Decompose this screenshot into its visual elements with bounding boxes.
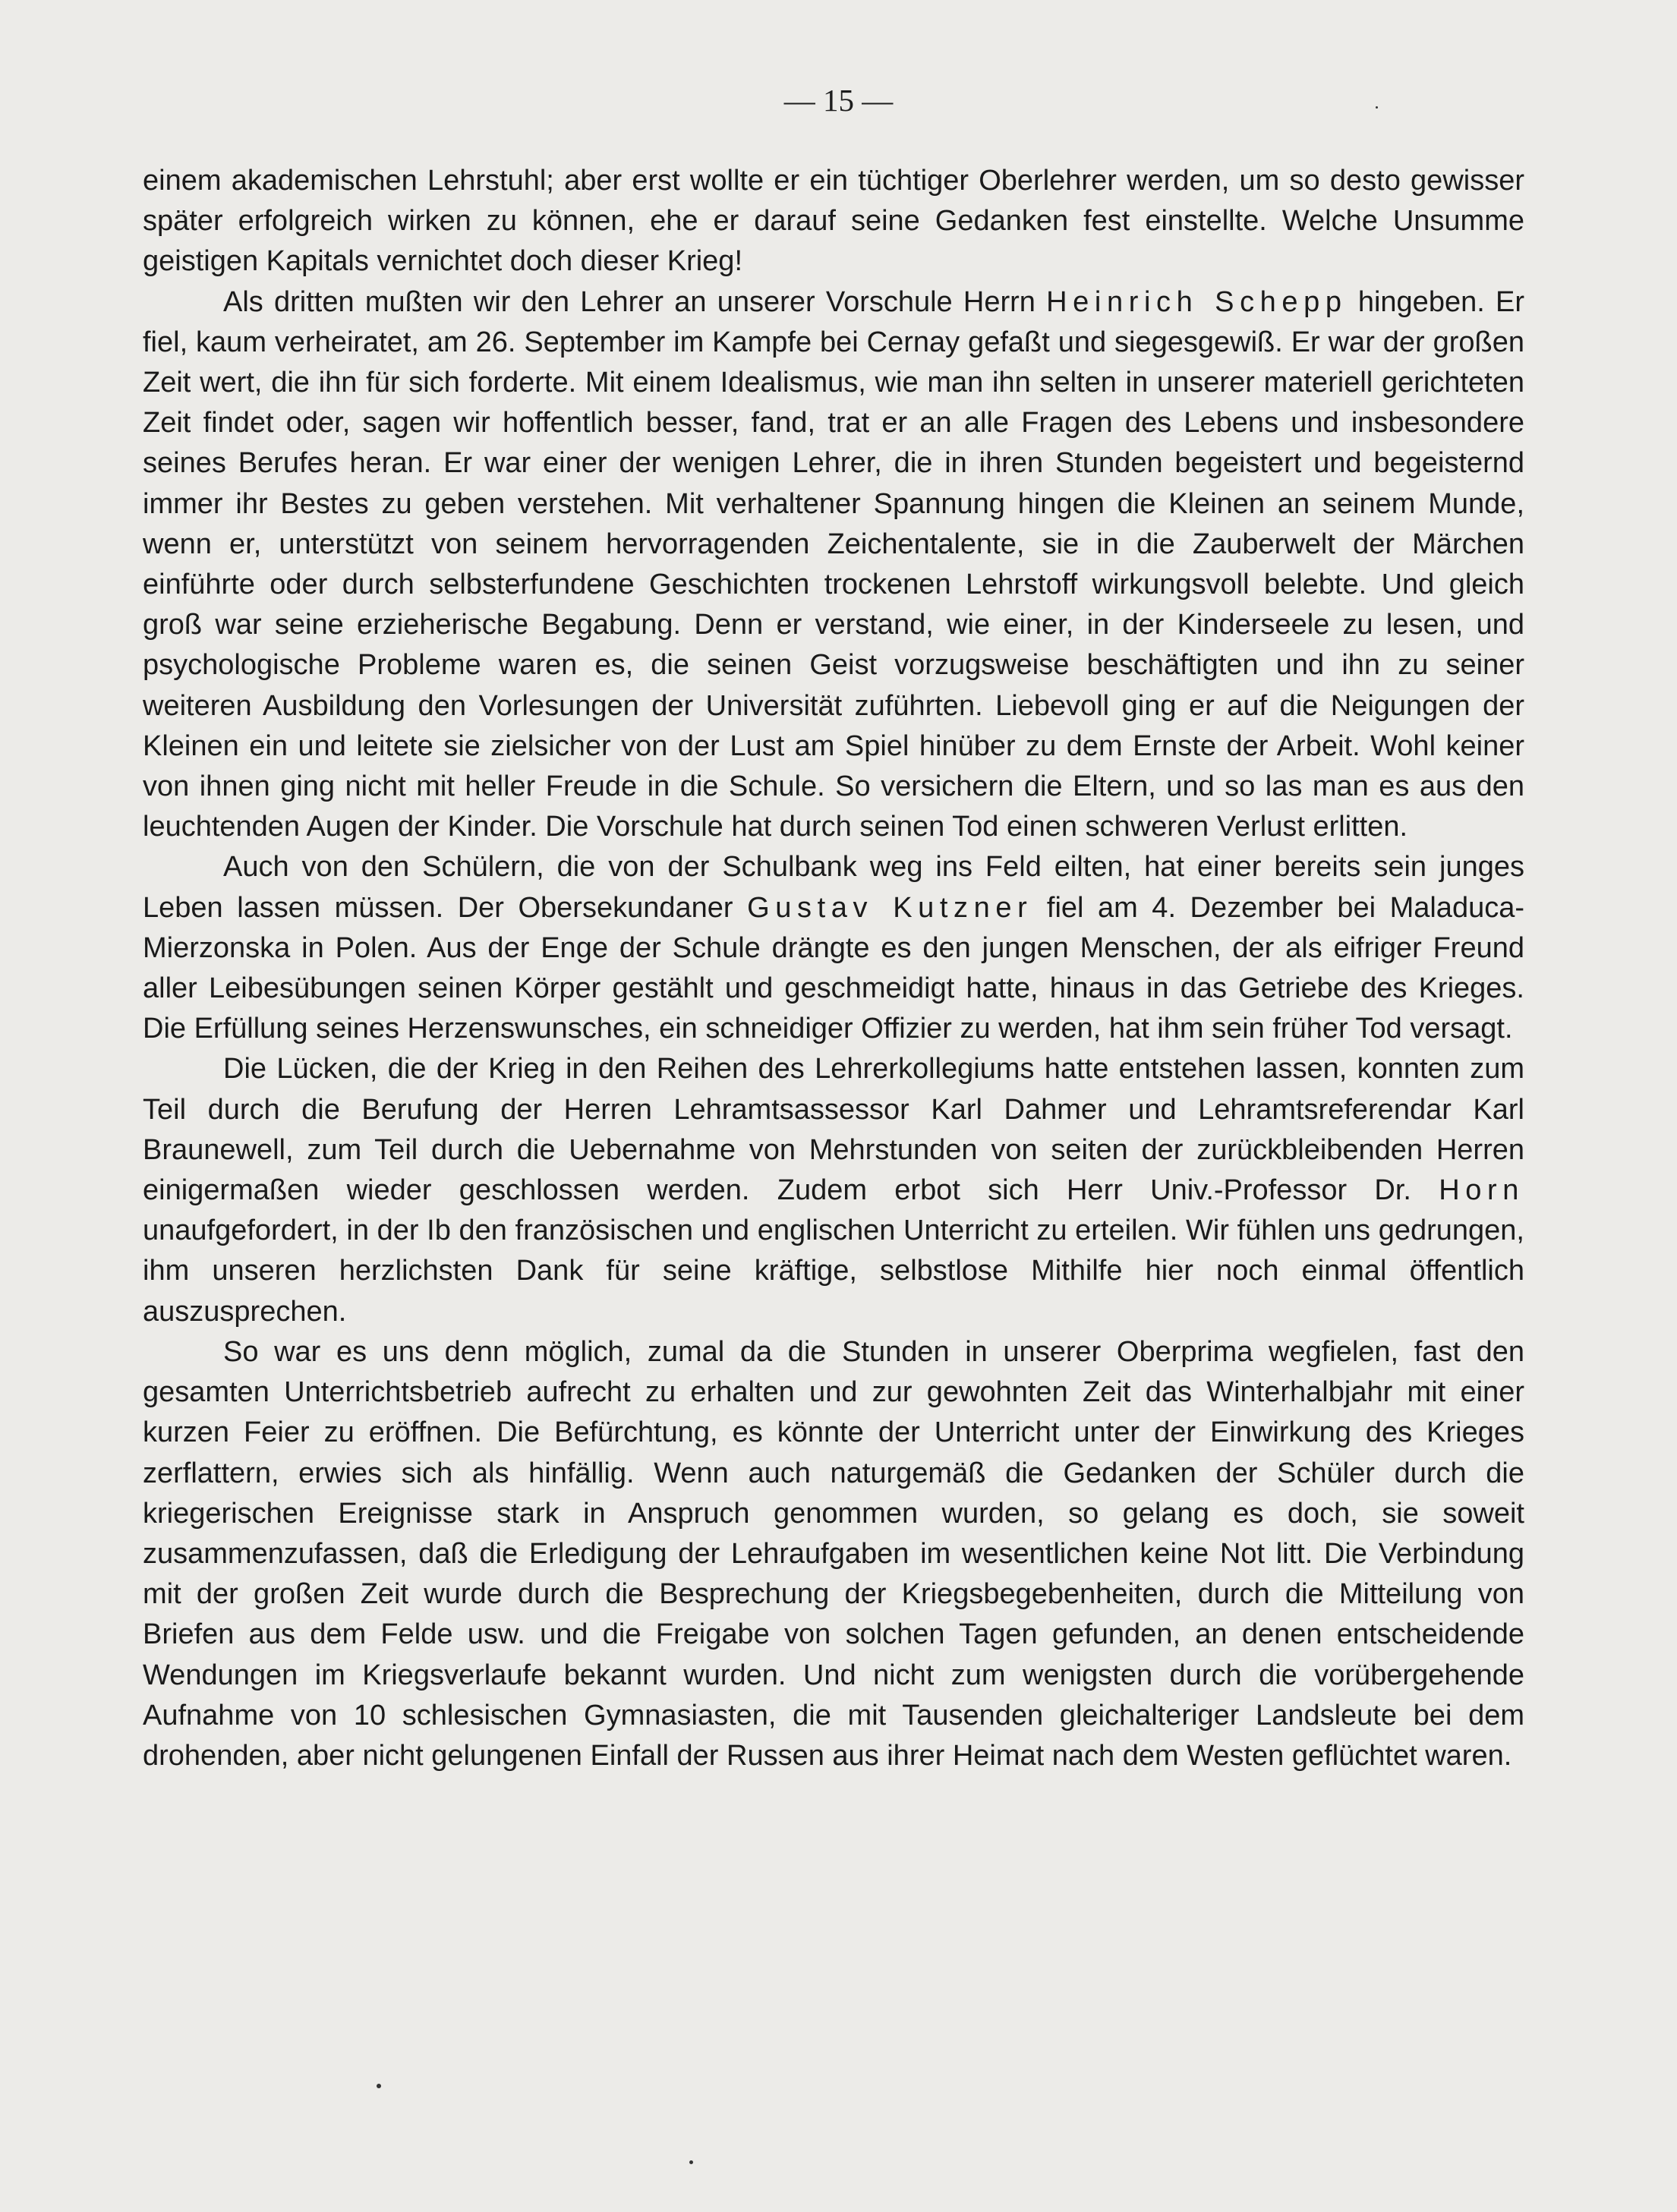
paragraph-text-end: hingeben. Er fiel, kaum verheiratet, am 26. September im Kampfe bei Cernay gefaßt und siegesgewiß. Er war der großen Zeit wert, die ihn für sich forderte. Mit einem Idealismus, wie man ihn selten in unserer materiell gerichteten Zeit findet oder, sagen wir hoffentlich besser, fand, trat er an alle Fragen des Lebens und insbesondere seines Berufes heran. Er war einer der wenigen Lehrer, die in ihren Stunden begeistert und begeisternd immer ihr Bestes zu geben verstehen. Mit verhaltener Spannung hingen die Kleinen an seinem Munde, wenn er, unterstützt von seinem hervorragenden Zeichentalente, sie in die Zauberwelt der Märchen einführte oder durch selbsterfundene Geschichten trockenen Lehrstoff wirkungsvoll belebte. Und gleich groß war seine erzieherische Begabung. Denn er verstand, wie einer, in der Kinderseele zu lesen, und psychologische Probleme waren es, die seinen Geist vorzugsweise beschäftigten und ihn zu seiner weiteren Ausbildung den Vorlesungen der Universität zuführten. Liebevoll ging er auf die Neigungen der Kleinen ein und leitete sie zielsicher von der Lust am Spiel hinüber zu dem Ernste der Arbeit. Wohl keiner von ihnen ging nicht mit heller Freude in die Schule. So versichern die Eltern, und so las man es aus den leuchtenden Augen der Kinder. Die Vorschule hat durch seinen Tod einen schweren Verlust erlitten. [143,285,1524,843]
paragraph-text-start: Als dritten mußten wir den Lehrer an unserer Vorschule Herrn [223,285,1047,318]
paragraph-text-end: fiel am 4. Dezember bei Maladuca-Mierzonska in Polen. Aus der Enge der Schule drängte es den jungen Menschen, der als eifriger Freund aller Leibesübungen seinen Körper gestählt und geschmeidigt hatte, hinaus in das Getriebe des Krieges. Die Erfüllung seines Herzenswunsches, ein schneidiger Offizier zu werden, hat ihm sein früher Tod versagt. [143,891,1524,1045]
paragraph-text-start: Die Lücken, die der Krieg in den Reihen des Lehrerkollegiums hatte entstehen lassen, konnten zum Teil durch die Berufung der Herren Lehramtsassessor Karl Dahmer und Lehramtsreferendar Karl Braunewell, zum Teil durch die Uebernahme von Mehrstunden von seiten der zurückbleibenden Herren einigermaßen wieder geschlossen werden. Zudem erbot sich Herr Univ.-Professor Dr. [143,1053,1524,1207]
spaced-name-heinrich-schepp: Heinrich Schepp [1046,285,1348,318]
paragraph-continuation [143,161,1524,282]
paragraph-text-end: unaufgefordert, in der Ib den französischen und englischen Unterricht zu erteilen. Wir fühlen uns gedrungen, ihm unseren herzlichsten Dank für seine kräftige, selbstlose Mithilfe hier noch einmal öffentlich auszusprechen. [143,1215,1524,1328]
paragraph-gustav-kutzner [143,847,1524,1049]
paragraph-text: einem akademischen Lehrstuhl; aber erst wollte er ein tüchtiger Oberlehrer werden, um so desto gewisser später erfolgreich wirken zu können, ehe er darauf seine Gedanken fest einstellte. Welche Unsumme geistigen Kapitals vernichtet doch dieser Krieg! [143,165,1524,278]
spaced-name-horn: Horn [1439,1174,1524,1207]
paper-speck [1376,106,1378,109]
paper-speck [689,2160,693,2164]
page-number: — 15 — [783,83,894,118]
spaced-name-gustav-kutzner: Gustav Kutzner [747,891,1033,924]
paragraph-teaching-staff [143,1049,1524,1331]
paper-speck [377,2084,381,2088]
paragraph-text: So war es uns denn möglich, zumal da die Stunden in unserer Oberprima wegfielen, fast den gesamten Unterrichtsbetrieb aufrecht zu erhalten und zur gewohnten Zeit das Winterhalbjahr mit einer kurzen Feier zu eröffnen. Die Befürchtung, es könnte der Unterricht unter der Einwirkung des Krieges zerflattern, erwies sich als hinfällig. Wenn auch naturgemäß die Gedanken der Schüler durch die kriegerischen Ereignisse stark in Anspruch genommen wurden, so gelang es doch, sie soweit zusammenzufassen, daß die Erledigung der Lehraufgaben im wesentlichen keine Not litt. Die Verbindung mit der großen Zeit wurde durch die Besprechung der Kriegsbegebenheiten, durch die Mitteilung von Briefen aus dem Felde usw. und die Freigabe von solchen Tagen gefunden, an denen entscheidende Wendungen im Kriegsverlaufe bekannt wurden. Und nicht zum wenigsten durch die vorübergehende Aufnahme von 10 schlesischen Gymnasiasten, die mit Tausenden gleichalteriger Landsleute bei dem drohenden, aber nicht gelungenen Einfall der Russen aus ihrer Heimat nach dem Westen geflüchtet waren. [143,1335,1524,1772]
paragraph-heinrich-schepp [143,282,1524,848]
paragraph-text-start: Auch von den Schülern, die von der Schulbank weg ins Feld eilten, hat einer bereits sein junges Leben lassen müssen. Der Obersekundaner [143,851,1524,924]
body-text [143,161,1524,1776]
paragraph-winter-term [143,1332,1524,1776]
